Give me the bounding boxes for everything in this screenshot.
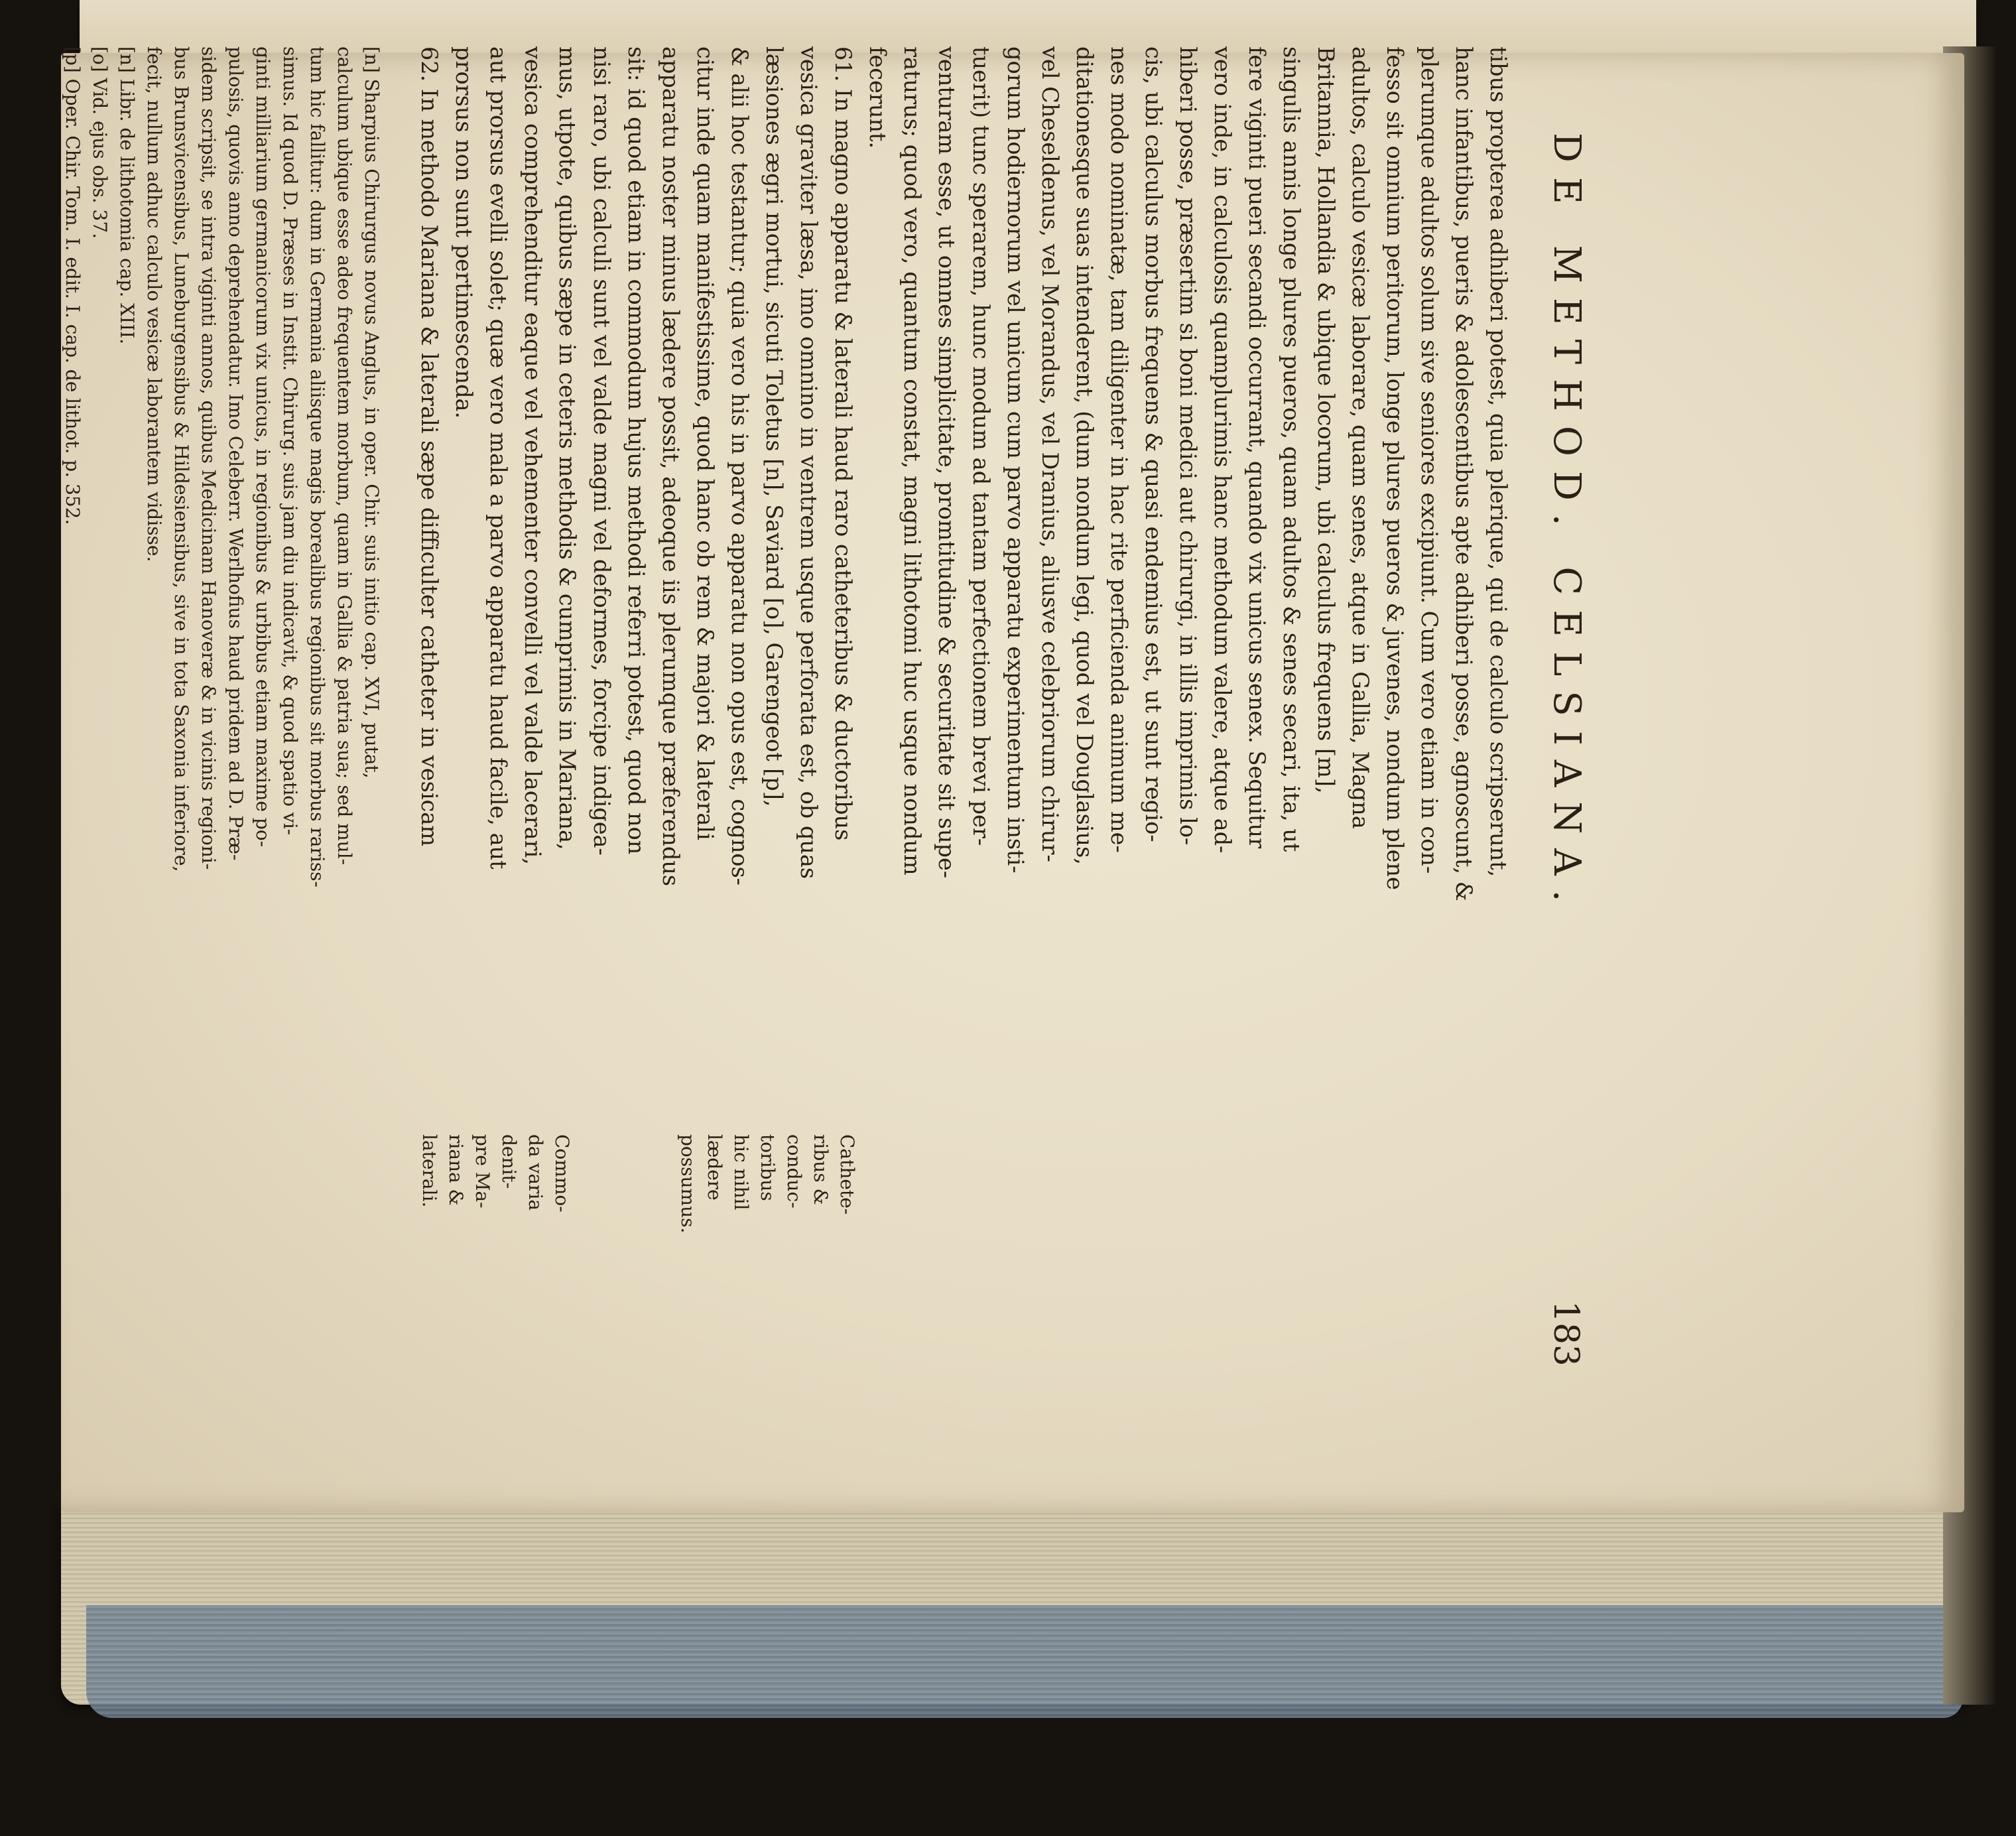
body-line: hiberi posse, præsertim si boni medici aut chirurgi, in illis imprimis lo- [1175,46,1201,846]
body-line: singulis annis longe plures pueros, quam adultos & senes secari, ita, ut [1279,46,1304,852]
marginal-note-line: hic nihil [730,1134,752,1211]
body-line: fecerunt. [865,46,891,149]
footnote-line: pulosis, quovis anno deprehendatur. Imo Celeberr. Werlhofius haud pridem ad D. Præ- [225,46,247,861]
page-edges-colored [86,1605,1963,1718]
marginal-note-line: lædere [704,1134,725,1201]
body-line: venturam esse, ut omnes simplicitate, promtitudine & securitate sit supe- [934,46,960,879]
marginal-note-line: Cathete- [836,1134,858,1215]
footnote-line: sidem scripsit, se intra viginti annos, quibus Medicinam Hanoveræ & in vicinis regioni- [198,46,220,870]
body-line: gorum hodiernorum vel unicum cum parvo apparatu experimentum insti- [1003,46,1029,874]
body-line: citur inde quam manifestissime, quod hanc ob rem & majori & laterali [692,46,718,840]
body-line: adultos, calculo vesicæ laborare, quam senes, atque in Gallia, Magna [1348,46,1373,829]
body-line: fesso sit omnium peritorum, longe plures pueros & juvenes, nondum plene [1382,46,1408,890]
body-line: tuerit) tunc sperarem, hunc modum ad tantam perfectionem brevi per- [968,46,994,846]
marginal-note [674,1134,860,1247]
footnote-line: ginti milliarium germanicorum vix unicus, in regionibus & urbibus etiam maxime po- [252,46,274,848]
marginal-notes [412,1134,1515,1247]
body-line: vero inde, in calculosis quamplurimis hanc methodum valere, atque ad- [1210,46,1235,854]
footnote-line: fecit, nullum adhuc calculo vesicæ laborantem vidisse. [143,46,165,562]
running-head: DE METHOD. CELSIANA. [1545,133,1588,917]
marginal-note-line: conduc- [783,1134,805,1209]
footnote-line: [n] Sharpius Chirurgus novus Anglus, in oper. Chir. suis initio cap. XVI, putat, [361,46,383,779]
body-line: hanc infantibus, pueris & adolescentibus apte adhiberi posse, agnoscunt, & [1451,46,1477,901]
footnote-line: [n] Libr. de lithotomia cap. XIII. [116,46,138,345]
body-line: plerumque adultos solum sive seniores excipiunt. Cum vero etiam in con- [1417,46,1442,874]
marginal-note-line: pre Ma- [472,1134,493,1209]
marginal-note-line: da varia [525,1134,546,1211]
body-line: læsiones ægri mortui, sicuti Toletus [n], Saviard [o], Garengeot [p], [761,46,787,807]
footnote-line: [p] Oper. Chir. Tom. I. edit. I. cap. de lithot. p. 352. [62,46,84,525]
marginal-note-line: ribus & [810,1134,832,1205]
body-line: cis, ubi calculus morbus frequens & quasi endemius est, ut sunt regio- [1141,46,1166,842]
body-line: prorsus non sunt pertimescenda. [451,46,477,419]
footnotes [59,46,385,1121]
body-line: & alii hoc testantur; quia vero his in parvo apparatu non opus est, cognos- [727,46,753,885]
body-line: 62. In methodo Mariana & laterali sæpe difficulter catheter in vesicam [416,46,442,847]
marginal-note-line: denit- [498,1134,520,1189]
marginal-note-line: laterali. [418,1134,440,1208]
footnote-line: tum hic fallitur: dum in Germania aliisque magis borealibus regionibus sit morbus rariss- [306,46,328,888]
body-line: raturus; quod vero, quantum constat, magni lithotomi huc usque nondum [899,46,925,876]
body-line: tibus propterea adhiberi potest, quia plerique, qui de calculo scripserunt, [1485,46,1511,878]
footnote-line: simus. Id quod D. Præses in Instit. Chirurg. suis jam diu indicavit, & quod spatio vi- [279,46,301,836]
marginal-note-line: Commo- [551,1134,573,1213]
body-line: Britannia, Hollandia & ubique locorum, ubi calculus frequens [m], [1313,46,1339,794]
body-line: ditationesque suas intenderent, (dum nondum legi, quod vel Douglasius, [1072,46,1098,865]
body-line: nisi raro, ubi calculi sunt vel valde magni vel deformes, forcipe indigea- [589,46,615,856]
marginal-note-line: toribus [757,1134,779,1201]
footnote-line: [o] Vid. ejus obs. 37. [89,46,111,239]
rotated-text-block [62,46,1588,1439]
footnote-line: bus Brunsvicensibus, Luneburgensibus & Hildesiensibus, sive in tota Saxonia inferiore, [170,46,192,872]
body-line: vesica comprehenditur eaque vel vehementer convelli vel valde lacerari, [520,46,546,865]
page-header [1535,46,1588,1439]
footnote-line: calculum ubique esse adeo frequentem morbum, quam in Gallia & patria sua; sed mul- [334,46,355,866]
body-text [412,46,1515,1114]
body-line: vel Cheseldenus, vel Morandus, vel Dranius, aliusve celebriorum chirur- [1037,46,1063,862]
body-line: apparatu noster minus lædere possit, adeoque iis plerumque præferendus [658,46,684,887]
marginal-note [416,1134,575,1247]
body-line: fere viginti pueri secandi occurrant, quando vix unicus senex. Sequitur [1244,46,1270,849]
body-line: sit: id quod etiam in commodum hujus methodi referri potest, quod non [623,46,649,855]
body-line: vesica graviter læsa, imo omnino in ventrem usque perforata est, ob quas [796,46,822,880]
body-line: 61. In magno apparatu & laterali haud raro catheteribus & ductoribus [830,46,856,841]
body-line: aut prorsus evelli solet; quæ vero mala a parvo apparatu haud facile, aut [485,46,511,870]
body-line: mus, utpote, quibus sæpe in ceteris methodis & cumprimis in Mariana, [554,46,580,850]
page-number: 183 [1546,1300,1586,1366]
marginal-note-line: riana & [445,1134,467,1206]
body-line: nes modo nominatæ, tam diligenter in hac rite perficienda animum me- [1106,46,1132,853]
marginal-note-line: possumus. [677,1134,699,1234]
